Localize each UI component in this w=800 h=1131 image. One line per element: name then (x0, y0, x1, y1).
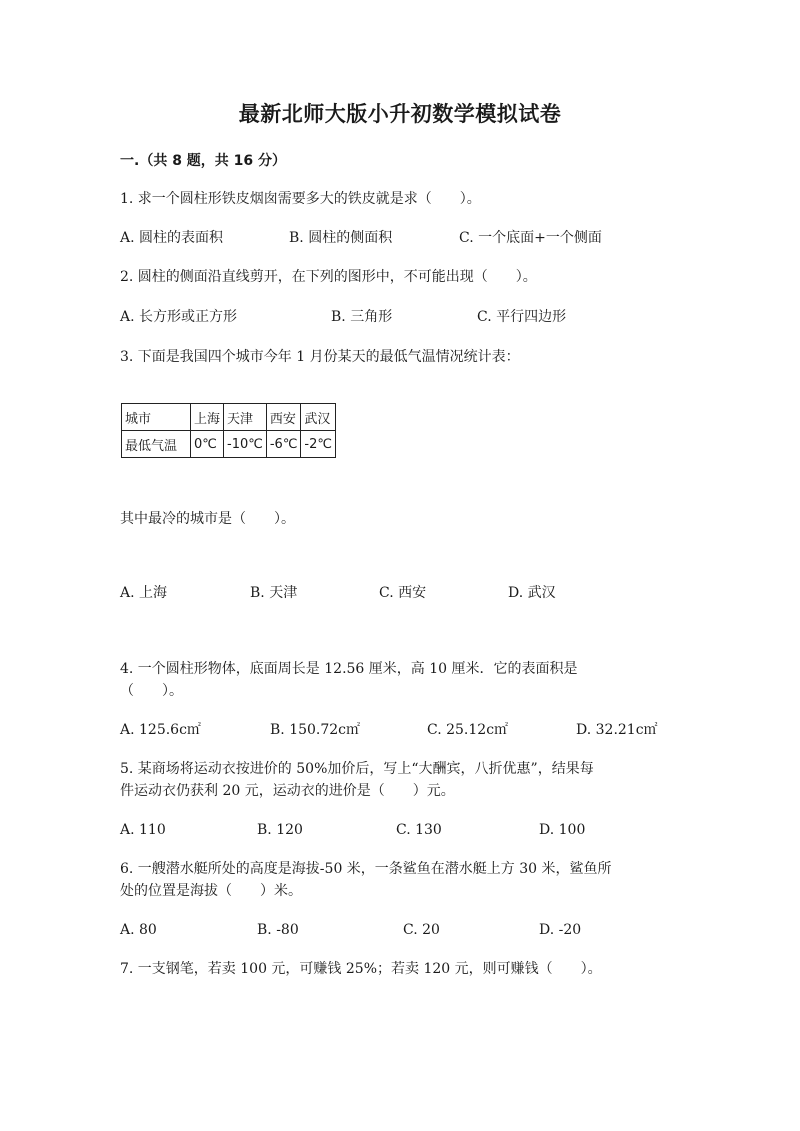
question-3-option-d[interactable]: D. 武汉 (508, 585, 556, 601)
question-4-text-line2: （ ）。 (120, 683, 183, 699)
table-header-row (122, 404, 336, 431)
question-6-option-a[interactable]: A. 80 (120, 922, 157, 938)
table-cell: -6℃ (266, 431, 301, 458)
table-cell: -2℃ (301, 431, 336, 458)
question-4-option-d[interactable]: D. 32.21c㎡ (576, 722, 658, 738)
question-5-option-d[interactable]: D. 100 (539, 822, 586, 838)
question-6-option-d[interactable]: D. -20 (539, 922, 582, 938)
question-4-option-c[interactable]: C. 25.12c㎡ (427, 722, 509, 738)
temperature-table (121, 403, 336, 458)
table-cell: 最低气温 (122, 431, 191, 458)
question-5-text-line1: 5. 某商场将运动衣按进价的 50%加价后，写上“大酬宾，八折优惠”，结果每 (120, 761, 594, 777)
question-2-option-c[interactable]: C. 平行四边形 (477, 309, 567, 325)
question-1-option-a[interactable]: A. 圆柱的表面积 (120, 230, 224, 246)
question-4-option-b[interactable]: B. 150.72c㎡ (270, 722, 361, 738)
page-title: 最新北师大版小升初数学模拟试卷 (238, 102, 562, 126)
question-5-option-a[interactable]: A. 110 (120, 822, 166, 838)
question-5-text-line2: 件运动衣仍获利 20 元，运动衣的进价是（ ）元。 (120, 783, 455, 799)
question-3-subtext: 其中最冷的城市是（ ）。 (120, 511, 295, 527)
question-3-text: 3. 下面是我国四个城市今年 1 月份某天的最低气温情况统计表： (120, 349, 520, 365)
table-header-cell: 上海 (191, 404, 224, 431)
section-header: 一.（共 8 题，共 16 分） (120, 153, 287, 169)
question-6-option-b[interactable]: B. -80 (257, 922, 299, 938)
question-1-option-c[interactable]: C. 一个底面+一个侧面 (459, 230, 602, 246)
table-header-cell: 武汉 (301, 404, 336, 431)
question-3-option-c[interactable]: C. 西安 (379, 585, 427, 601)
question-6-option-c[interactable]: C. 20 (403, 922, 440, 938)
question-7-text: 7. 一支钢笔，若卖 100 元，可赚钱 25%；若卖 120 元，则可赚钱（ ）。 (120, 961, 602, 977)
question-6-text-line1: 6. 一艘潜水艇所处的高度是海拔-50 米，一条鲨鱼在潜水艇上方 30 米，鲨鱼所 (120, 861, 612, 877)
table-row (122, 431, 336, 458)
question-4-option-a[interactable]: A. 125.6c㎡ (120, 722, 201, 738)
table-header-cell: 西安 (266, 404, 301, 431)
question-3-option-b[interactable]: B. 天津 (250, 585, 298, 601)
question-4-text-line1: 4. 一个圆柱形物体，底面周长是 12.56 厘米，高 10 厘米．它的表面积是 (120, 661, 578, 677)
table-header-cell: 天津 (224, 404, 267, 431)
question-1-text: 1. 求一个圆柱形铁皮烟囱需要多大的铁皮就是求（ ）。 (120, 191, 481, 207)
question-5-option-b[interactable]: B. 120 (257, 822, 303, 838)
table-cell: -10℃ (224, 431, 267, 458)
question-3-option-a[interactable]: A. 上海 (120, 585, 168, 601)
question-6-text-line2: 处的位置是海拔（ ）米。 (120, 883, 302, 899)
table-cell: 0℃ (191, 431, 224, 458)
table-header-cell: 城市 (122, 404, 191, 431)
question-5-option-c[interactable]: C. 130 (396, 822, 442, 838)
question-2-option-a[interactable]: A. 长方形或正方形 (120, 309, 238, 325)
question-1-option-b[interactable]: B. 圆柱的侧面积 (289, 230, 393, 246)
question-2-option-b[interactable]: B. 三角形 (331, 309, 393, 325)
question-2-text: 2. 圆柱的侧面沿直线剪开，在下列的图形中，不可能出现（ ）。 (120, 269, 537, 285)
